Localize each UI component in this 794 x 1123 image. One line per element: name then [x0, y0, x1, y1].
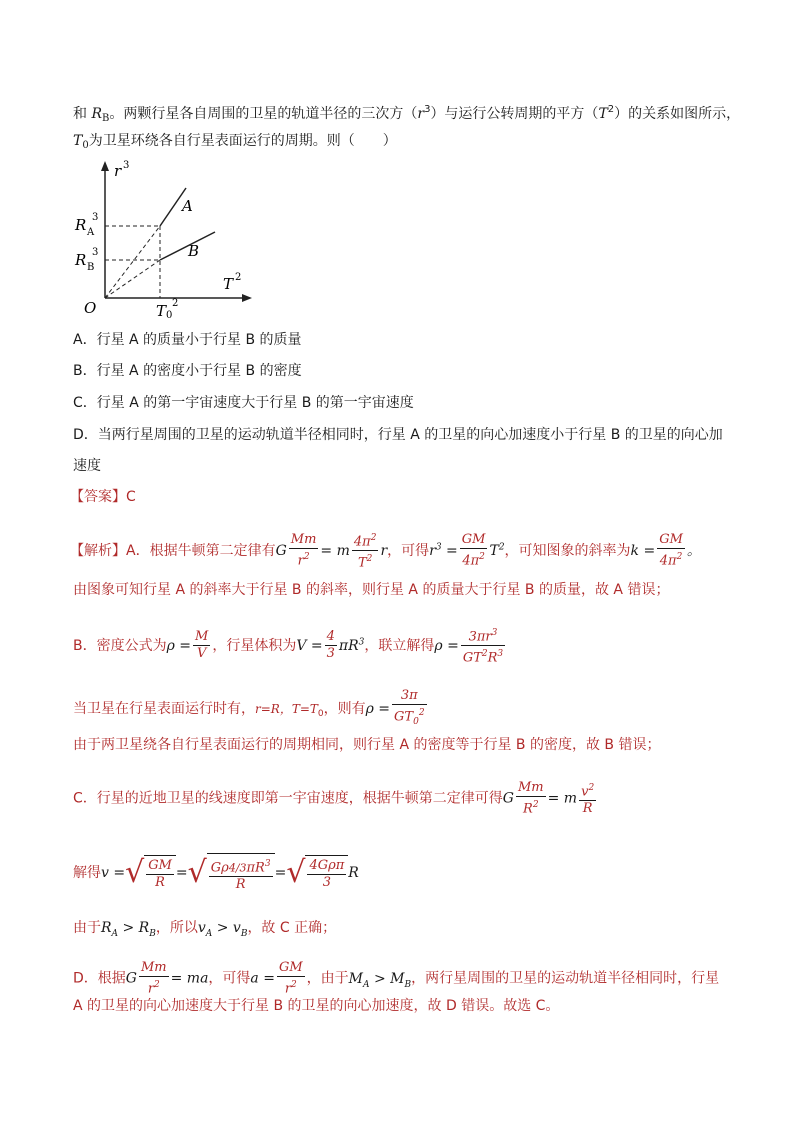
- r3-T2-graph: [70, 158, 260, 318]
- text-segment: B．密度公式为: [73, 637, 167, 654]
- analysis-d-line2: A 的卫星的向心加速度大于行星 B 的卫星的向心加速度，故 D 错误。故选 C。: [73, 998, 560, 1014]
- RB-sub: B: [87, 262, 95, 273]
- text-segment: ，联立解得: [364, 637, 435, 654]
- RA-sub: A: [87, 227, 95, 238]
- question-line-1: 和 $R_B$。两颗行星各自周围的卫星的轨道半径的三次方$(r^3)$与运行公转周期的平方$(T^2)$的关系如图所示，: [73, 104, 741, 124]
- origin-label: O: [84, 299, 97, 317]
- analysis-c-line1: C．行星的近地卫星的线速度即第一宇宙速度，根据牛顿第二定律可得G $\frac{Mm}{R^2}$ = m $\frac{v^2}{R}$: [73, 780, 595, 817]
- answer-value: C: [126, 489, 136, 505]
- text-segment: ，两行星周围的卫星的运动轨道半径相同时，行星: [411, 970, 720, 987]
- analysis-c-line2: 解得v =√ $\frac{GM}{R}$ =√ $\frac{G\rho 4/3\pi R^3}{R}$ =√ $\frac{\text{4Gρπ}}{3}$ R: [73, 853, 359, 893]
- var-T0: T: [73, 133, 83, 149]
- var-r: r: [417, 106, 425, 122]
- B-extension: [105, 260, 160, 298]
- text-segment: A．根据牛顿第二定律有: [126, 542, 276, 559]
- subscript: 0: [82, 140, 89, 151]
- text-segment: D．根据: [73, 970, 126, 987]
- option-c: C．行星 A 的第一宇宙速度大于行星 B 的第一宇宙速度: [73, 395, 414, 411]
- line-B-label: B: [188, 242, 200, 260]
- x-axis-label: T: [223, 275, 234, 293]
- text-segment: 当卫星在行星表面运行时有，: [73, 700, 255, 717]
- text-segment: 。两颗行星各自周围的卫星的轨道半径的三次方（: [109, 106, 418, 122]
- text-segment: 和: [73, 106, 92, 122]
- analysis-c-line3: 由于$R_A > R_B$，所以$v_A > v_B$，故 C 正确；: [73, 920, 337, 939]
- text-segment: ，可知图象的斜率为: [504, 542, 631, 559]
- analysis-b-line3: 由于两卫星绕各自行星表面运行的周期相同，则行星 A 的密度等于行星 B 的密度，故 B 错误；: [73, 737, 661, 753]
- analysis-b-line2: 当卫星在行星表面运行时有，r=R，$T=T_0$，则有ρ = $\frac{3\pi}{GT_0^2}$: [73, 688, 425, 727]
- analysis-b-line1: B．密度公式为ρ = $\frac{M}{V}$ ，行星体积为V = $\frac{4}{3}$ $\pi R^3$，联立解得ρ = $\frac{3\pi r^3}{GT^2R^3}$: [73, 625, 507, 667]
- text-segment: 解得: [73, 865, 101, 882]
- subscript: B: [102, 113, 110, 124]
- text-segment: ）的关系如图所示，: [614, 106, 741, 122]
- text-segment: ，由于: [306, 970, 349, 987]
- text-segment: ，则有: [323, 700, 366, 717]
- question-line-2: [73, 131, 397, 156]
- option-b: B．行星 A 的密度小于行星 B 的密度: [73, 363, 302, 379]
- y-axis-exp: 3: [123, 160, 130, 171]
- y-axis-arrow-icon: [101, 161, 109, 171]
- x-axis-exp: 2: [235, 272, 242, 283]
- text-segment: C．行星的近地卫星的线速度即第一宇宙速度，根据牛顿第二定律可得: [73, 790, 503, 807]
- analysis-d-line1: D．根据G $\frac{Mm}{r^2}$ = ma，可得a = $\frac{GM}{r^2}$ ，由于$M_A > M_B$，两行星周围的卫星的运动轨道半径相同时，行星: [73, 960, 720, 997]
- x-axis-arrow-icon: [242, 294, 252, 302]
- text-segment: ）与运行公转周期的平方（: [430, 106, 599, 122]
- condition: r=R，T=T: [255, 701, 318, 716]
- RA-label: R: [75, 216, 87, 234]
- T0-label: T: [156, 302, 167, 318]
- answer: [70, 487, 136, 507]
- option-d-cont: 速度: [73, 458, 101, 474]
- option-a: A．行星 A 的质量小于行星 B 的质量: [73, 332, 302, 348]
- analysis-label: 【解析】: [70, 542, 126, 559]
- A-extension: [105, 226, 160, 298]
- text-segment: 为卫星环绕各自行星表面运行的周期。则（ ）: [88, 133, 397, 149]
- option-d: D．当两行星周围的卫星的运动轨道半径相同时，行星 A 的卫星的向心加速度小于行星 B 的卫星的向心加: [73, 427, 723, 443]
- RB-exp: 3: [92, 247, 99, 258]
- text-segment: ，故 C 正确；: [247, 920, 337, 936]
- text-segment: 由于: [73, 920, 101, 936]
- line-A-label: A: [182, 197, 193, 215]
- var-R: R: [91, 106, 102, 122]
- text-segment: ，所以: [155, 920, 198, 936]
- text-segment: ，行星体积为: [212, 637, 297, 654]
- text-segment: ，可得: [387, 542, 430, 559]
- T0-sub: 0: [166, 310, 173, 318]
- analysis-a-line1: 【解析】A．根据牛顿第二定律有G $\frac{Mm}{r^2}$ = m $\frac{4\pi^2}{T^2}$ r，可得$r^3$ = $\frac{GM}{4\pi^2}$ $T^2$，可知图象的斜率为k = $\frac{GM}{4\pi^2}$ 。: [70, 530, 701, 572]
- answer-label: 【答案】: [70, 489, 126, 505]
- y-axis-label: r: [114, 162, 122, 180]
- var-T: T: [598, 106, 608, 122]
- RA-exp: 3: [92, 212, 99, 223]
- analysis-a-line2: 由图象可知行星 A 的斜率大于行星 B 的斜率，则行星 A 的质量大于行星 B 的质量，故 A 错误；: [73, 582, 670, 598]
- RB-label: R: [75, 251, 87, 269]
- text-segment: ，可得: [208, 970, 251, 987]
- T0-exp: 2: [172, 298, 179, 309]
